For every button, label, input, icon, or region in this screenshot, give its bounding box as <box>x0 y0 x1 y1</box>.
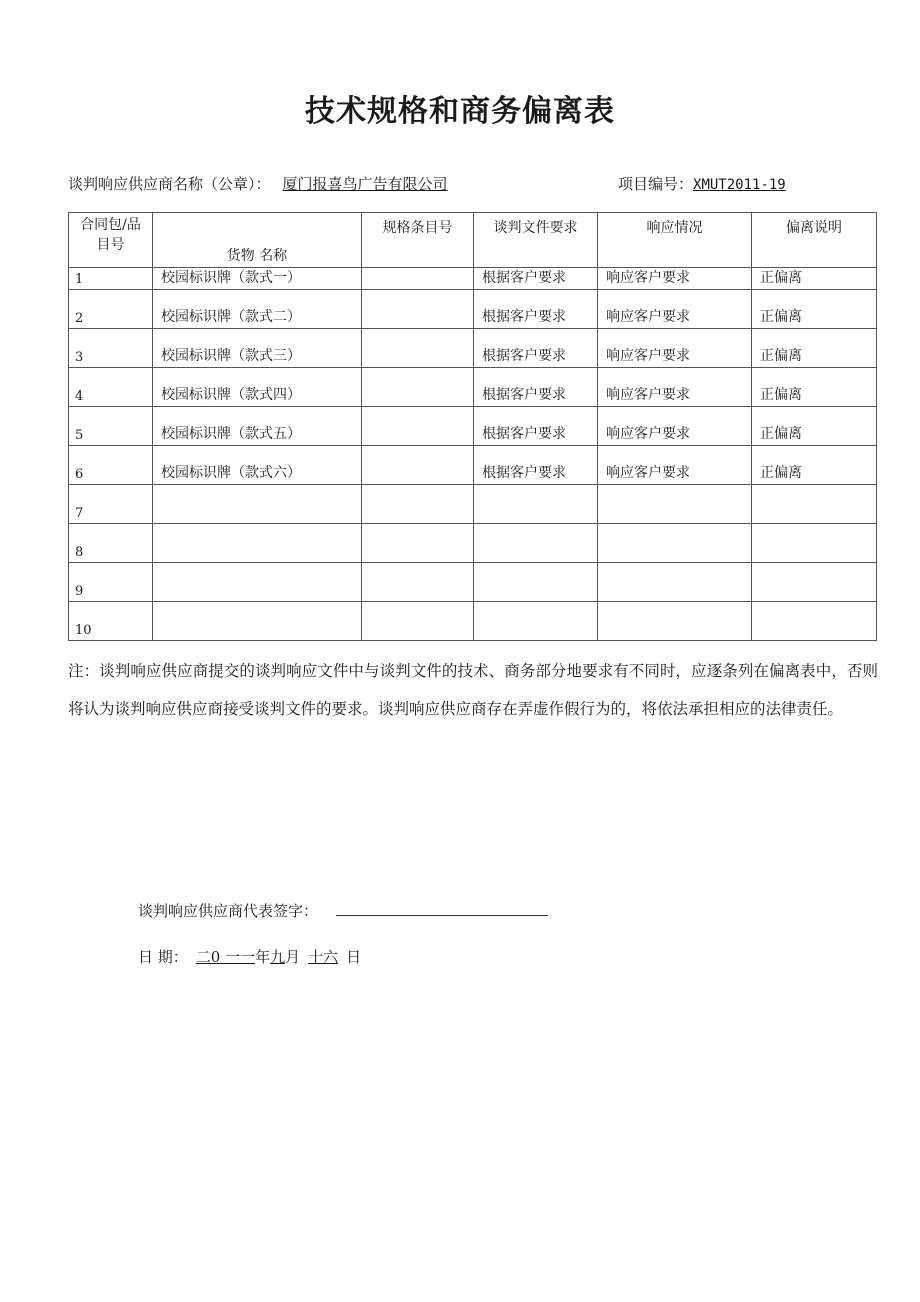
cell-deviation: 正偏离 <box>752 446 877 485</box>
cell-spec <box>362 368 474 407</box>
table-row <box>69 329 877 368</box>
project-line <box>618 174 786 195</box>
cell-spec <box>362 485 474 524</box>
cell-goods-name: 校园标识牌（款式二） <box>153 290 362 329</box>
table-row <box>69 290 877 329</box>
cell-goods-name: 校园标识牌（款式三） <box>153 329 362 368</box>
cell-goods-name: 校园标识牌（款式六） <box>153 446 362 485</box>
cell-item-no: 8 <box>69 524 153 563</box>
cell-response <box>598 602 752 641</box>
cell-response <box>598 485 752 524</box>
cell-requirement <box>474 485 598 524</box>
cell-requirement: 根据客户要求 <box>474 407 598 446</box>
cell-goods-name <box>153 485 362 524</box>
cell-deviation: 正偏离 <box>752 368 877 407</box>
table-row <box>69 368 877 407</box>
cell-spec <box>362 407 474 446</box>
header-item-no-line1: 合同包/品 <box>80 217 141 233</box>
cell-item-no: 5 <box>69 407 153 446</box>
cell-response: 响应客户要求 <box>598 368 752 407</box>
cell-requirement <box>474 524 598 563</box>
cell-goods-name <box>153 563 362 602</box>
cell-item-no: 9 <box>69 563 153 602</box>
cell-response: 响应客户要求 <box>598 407 752 446</box>
cell-item-no: 6 <box>69 446 153 485</box>
cell-deviation <box>752 524 877 563</box>
date-label: 日 期： <box>138 948 188 966</box>
cell-response: 响应客户要求 <box>598 290 752 329</box>
cell-response <box>598 524 752 563</box>
table-row <box>69 446 877 485</box>
cell-deviation: 正偏离 <box>752 407 877 446</box>
page-title: 技术规格和商务偏离表 <box>305 94 615 129</box>
table-row <box>69 485 877 524</box>
cell-spec <box>362 524 474 563</box>
date-day-suffix: 日 <box>346 948 362 966</box>
table-row <box>69 407 877 446</box>
project-label: 项目编号： <box>618 175 694 193</box>
header-item-no <box>69 213 153 268</box>
header-spec: 规格条目号 <box>362 213 474 268</box>
cell-spec <box>362 268 474 290</box>
cell-goods-name <box>153 524 362 563</box>
cell-spec <box>362 563 474 602</box>
cell-requirement: 根据客户要求 <box>474 329 598 368</box>
header-item-no-line2: 目号 <box>96 237 125 253</box>
cell-requirement: 根据客户要求 <box>474 368 598 407</box>
table-row <box>69 524 877 563</box>
supplier-label: 谈判响应供应商名称（公章）： <box>68 175 271 193</box>
cell-goods-name <box>153 602 362 641</box>
cell-goods-name: 校园标识牌（款式一） <box>153 268 362 290</box>
cell-deviation <box>752 485 877 524</box>
date-year: 二0 一一 <box>195 948 256 966</box>
table-row <box>69 268 877 290</box>
project-number: XMUT2011-19 <box>693 177 786 193</box>
cell-deviation <box>752 602 877 641</box>
table-row <box>69 563 877 602</box>
cell-deviation <box>752 563 877 602</box>
cell-spec <box>362 446 474 485</box>
cell-requirement: 根据客户要求 <box>474 446 598 485</box>
cell-response: 响应客户要求 <box>598 446 752 485</box>
cell-item-no: 4 <box>69 368 153 407</box>
cell-goods-name: 校园标识牌（款式五） <box>153 407 362 446</box>
header-deviation: 偏离说明 <box>752 213 877 268</box>
cell-goods-name: 校园标识牌（款式四） <box>153 368 362 407</box>
cell-spec <box>362 329 474 368</box>
cell-spec <box>362 602 474 641</box>
cell-spec <box>362 290 474 329</box>
cell-item-no: 10 <box>69 602 153 641</box>
header-response: 响应情况 <box>598 213 752 268</box>
note-text: 注：谈判响应供应商提交的谈判响应文件中与谈判文件的技术、商务部分地要求有不同时，应逐条列在偏离表中，否则将认为谈判响应供应商接受谈判文件的要求。谈判响应供应商存在弄虚作假行为的，将依法承担相应的法律责任。 <box>68 662 878 718</box>
cell-deviation: 正偏离 <box>752 329 877 368</box>
cell-requirement <box>474 602 598 641</box>
cell-response <box>598 563 752 602</box>
deviation-table <box>68 212 877 641</box>
cell-requirement: 根据客户要求 <box>474 268 598 290</box>
table-header-row <box>69 213 877 268</box>
cell-item-no: 2 <box>69 290 153 329</box>
signature-blank[interactable] <box>336 899 548 916</box>
header-goods-name: 货物 名称 <box>153 213 362 268</box>
cell-item-no: 7 <box>69 485 153 524</box>
date-month: 九 <box>270 948 286 966</box>
cell-deviation: 正偏离 <box>752 290 877 329</box>
date-day: 十六 <box>308 948 339 966</box>
table-row <box>69 602 877 641</box>
header-requirement: 谈判文件要求 <box>474 213 598 268</box>
cell-deviation: 正偏离 <box>752 268 877 290</box>
date-year-suffix: 年 <box>255 948 271 966</box>
signature-line <box>138 899 548 922</box>
signature-label: 谈判响应供应商代表签字： <box>138 902 319 920</box>
date-line <box>138 946 361 968</box>
cell-item-no: 3 <box>69 329 153 368</box>
cell-requirement: 根据客户要求 <box>474 290 598 329</box>
cell-response: 响应客户要求 <box>598 268 752 290</box>
cell-requirement <box>474 563 598 602</box>
supplier-line <box>68 174 448 194</box>
cell-item-no: 1 <box>69 268 153 290</box>
date-month-suffix: 月 <box>285 948 301 966</box>
supplier-name: 厦门报喜鸟广告有限公司 <box>282 175 448 193</box>
cell-response: 响应客户要求 <box>598 329 752 368</box>
